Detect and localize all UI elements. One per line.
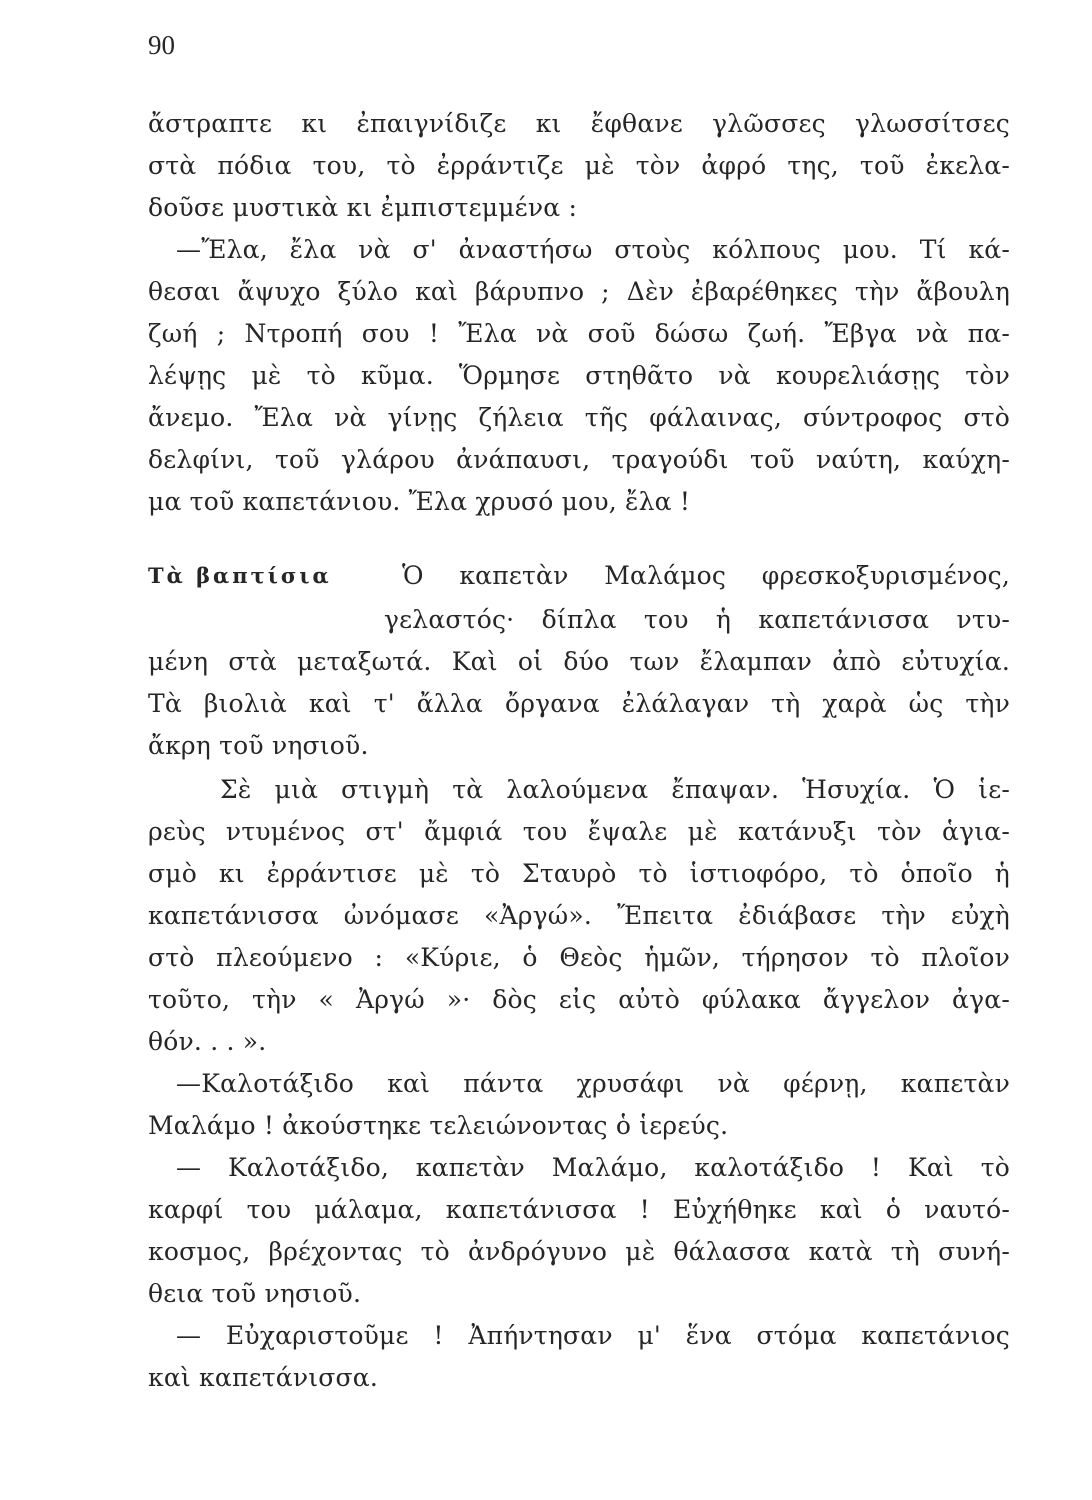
text-line: δελφίνι, τοῦ γλάρου ἀνάπαυσι, τραγούδι τοῦ ναύτη, καύχη-: [148, 445, 1010, 474]
text-line: Τὰ βιολιὰ καὶ τ' ἄλλα ὄργανα ἐλάλαγαν τὴ χαρὰ ὡς τὴν: [148, 689, 1010, 718]
text-line: ἄκρη τοῦ νησιοῦ.: [148, 731, 369, 760]
text-line: μα τοῦ καπετάνιου. Ἔλα χρυσό μου, ἔλα !: [148, 487, 691, 516]
text-line: —Καλοτάξιδο καὶ πάντα χρυσάφι νὰ φέρνῃ, καπετὰν: [176, 1069, 1010, 1098]
text-line: — Εὐχαριστοῦμε ! Ἀπήντησαν μ' ἕνα στόμα καπετάνιος: [176, 1321, 1010, 1350]
text-line: θεια τοῦ νησιοῦ.: [148, 1279, 362, 1308]
text-line: στὰ πόδια του, τὸ ἐρράντιζε μὲ τὸν ἀφρό της, τοῦ ἐκελα-: [148, 151, 1010, 180]
text-line: — Καλοτάξιδο, καπετὰν Μαλάμο, καλοτάξιδο ! Καὶ τὸ: [176, 1153, 1010, 1182]
text-line: ζωή ; Ντροπή σου ! Ἔλα νὰ σοῦ δώσω ζωή. Ἔβγα νὰ πα-: [148, 319, 1010, 348]
text-line: καπετάνισσα ὠνόμασε «Ἀργώ». Ἔπειτα ἐδιάβασε τὴν εὐχὴ: [148, 901, 1010, 930]
text-line: δοῦσε μυστικὰ κι ἐμπιστεμμένα :: [148, 193, 578, 222]
text-line: καὶ καπετάνισσα.: [148, 1363, 379, 1392]
text-line: στὸ πλεούμενο : «Κύριε, ὁ Θεὸς ἡμῶν, τήρησον τὸ πλοῖον: [148, 943, 1010, 972]
text-line: τοῦτο, τὴν « Ἀργώ »· δὸς εἰς αὐτὸ φύλακα ἄγγελον ἀγα-: [148, 985, 1010, 1014]
text-line: καρφί του μάλαμα, καπετάνισσα ! Εὐχήθηκε καὶ ὁ ναυτό-: [148, 1195, 1010, 1224]
text-line: μένη στὰ μεταξωτά. Καὶ οἱ δύο των ἔλαμπαν ἀπὸ εὐτυχία.: [148, 647, 1010, 676]
text-line: γελαστός· δίπλα του ἡ καπετάνισσα ντυ-: [384, 605, 1010, 634]
text-line: ἄνεμο. Ἔλα νὰ γίνῃς ζήλεια τῆς φάλαινας, σύντροφος στὸ: [148, 403, 1010, 432]
text-line: σμὸ κι ἐρράντισε μὲ τὸ Σταυρὸ τὸ ἱστιοφόρο, τὸ ὁποῖο ἡ: [148, 859, 1010, 888]
text-line: κοσμος, βρέχοντας τὸ ἀνδρόγυνο μὲ θάλασσα κατὰ τὴ συνή-: [148, 1237, 1010, 1266]
text-line: λέψῃς μὲ τὸ κῦμα. Ὅρμησε στηθᾶτο νὰ κουρελιάσῃς τὸν: [148, 361, 1010, 390]
text-line: ρεὺς ντυμένος στ' ἄμφιά του ἔψαλε μὲ κατάνυξι τὸν ἁγια-: [148, 817, 1010, 846]
text-line: ἄστραπτε κι ἐπαιγνίδιζε κι ἔφθανε γλῶσσες γλωσσίτσες: [148, 109, 1010, 138]
text-line: θεσαι ἄψυχο ξύλο καὶ βάρυπνο ; Δὲν ἐβαρέθηκες τὴν ἄβουλη: [148, 277, 1010, 306]
page-number: 90: [148, 30, 175, 60]
text-line: Σὲ μιὰ στιγμὴ τὰ λαλούμενα ἔπαψαν. Ἡσυχία. Ὁ ἱε-: [220, 775, 1010, 804]
text-line: Ὁ καπετὰν Μαλάμος φρεσκοξυρισμένος,: [402, 561, 1010, 590]
section-title: Τὰ βαπτίσια: [148, 563, 332, 588]
text-line: θόν. . . ».: [148, 1027, 267, 1056]
text-line: —Ἔλα, ἔλα νὰ σ' ἀναστήσω στοὺς κόλπους μου. Τί κά-: [176, 235, 1010, 264]
text-line: Μαλάμο ! ἀκούστηκε τελειώνοντας ὁ ἱερεύς.: [148, 1111, 729, 1140]
